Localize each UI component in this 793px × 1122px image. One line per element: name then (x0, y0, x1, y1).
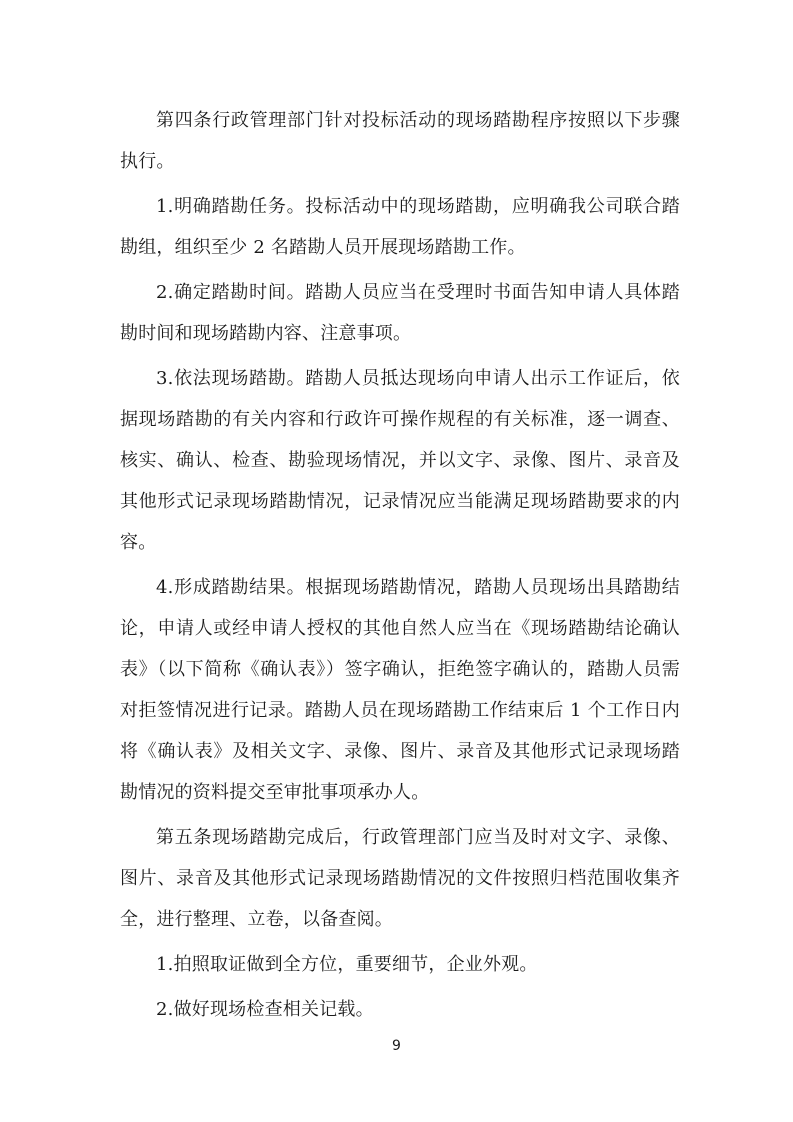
page-number: 9 (392, 1038, 401, 1054)
paragraph-step-2: 2.确定踏勘时间。踏勘人员应当在受理时书面告知申请人具体踏勘时间和现场踏勘内容、注意事项。 (120, 282, 680, 344)
paragraph-article-4: 第四条行政管理部门针对投标活动的现场踏勘程序按照以下步骤执行。 (120, 110, 680, 172)
document-body (120, 100, 680, 1030)
paragraph-item-1: 1.拍照取证做到全方位，重要细节，企业外观。 (156, 954, 538, 975)
paragraph-article-5: 第五条现场踏勘完成后，行政管理部门应当及时对文字、录像、图片、录音及其他形式记录现场踏勘情况的文件按照归档范围收集齐全，进行整理、立卷，以备查阅。 (120, 827, 680, 930)
paragraph-step-3: 3.依法现场踏勘。踏勘人员抵达现场向申请人出示工作证后，依据现场踏勘的有关内容和行政许可操作规程的有关标准，逐一调查、核实、确认、检查、勘验现场情况，并以文字、录像、图片、录音及其他形式记录现场踏勘情况，记录情况应当能满足现场踏勘要求的内容。 (120, 368, 680, 553)
paragraph-item-2: 2.做好现场检查相关记载。 (156, 999, 374, 1020)
paragraph-step-1: 1.明确踏勘任务。投标活动中的现场踏勘，应明确我公司联合踏勘组，组织至少 2 名踏勘人员开展现场踏勘工作。 (120, 196, 680, 258)
paragraph-step-4: 4.形成踏勘结果。根据现场踏勘情况，踏勘人员现场出具踏勘结论，申请人或经申请人授权的其他自然人应当在《现场踏勘结论确认表》（以下简称《确认表》）签字确认，拒绝签字确认的，踏勘人员需对拒签情况进行记录。踏勘人员在现场踏勘工作结束后 1 个工作日内将《确认表》及相关文字、录像、图片、录音及其他形式记录现场踏勘情况的资料提交至审批事项承办人。 (120, 577, 680, 803)
